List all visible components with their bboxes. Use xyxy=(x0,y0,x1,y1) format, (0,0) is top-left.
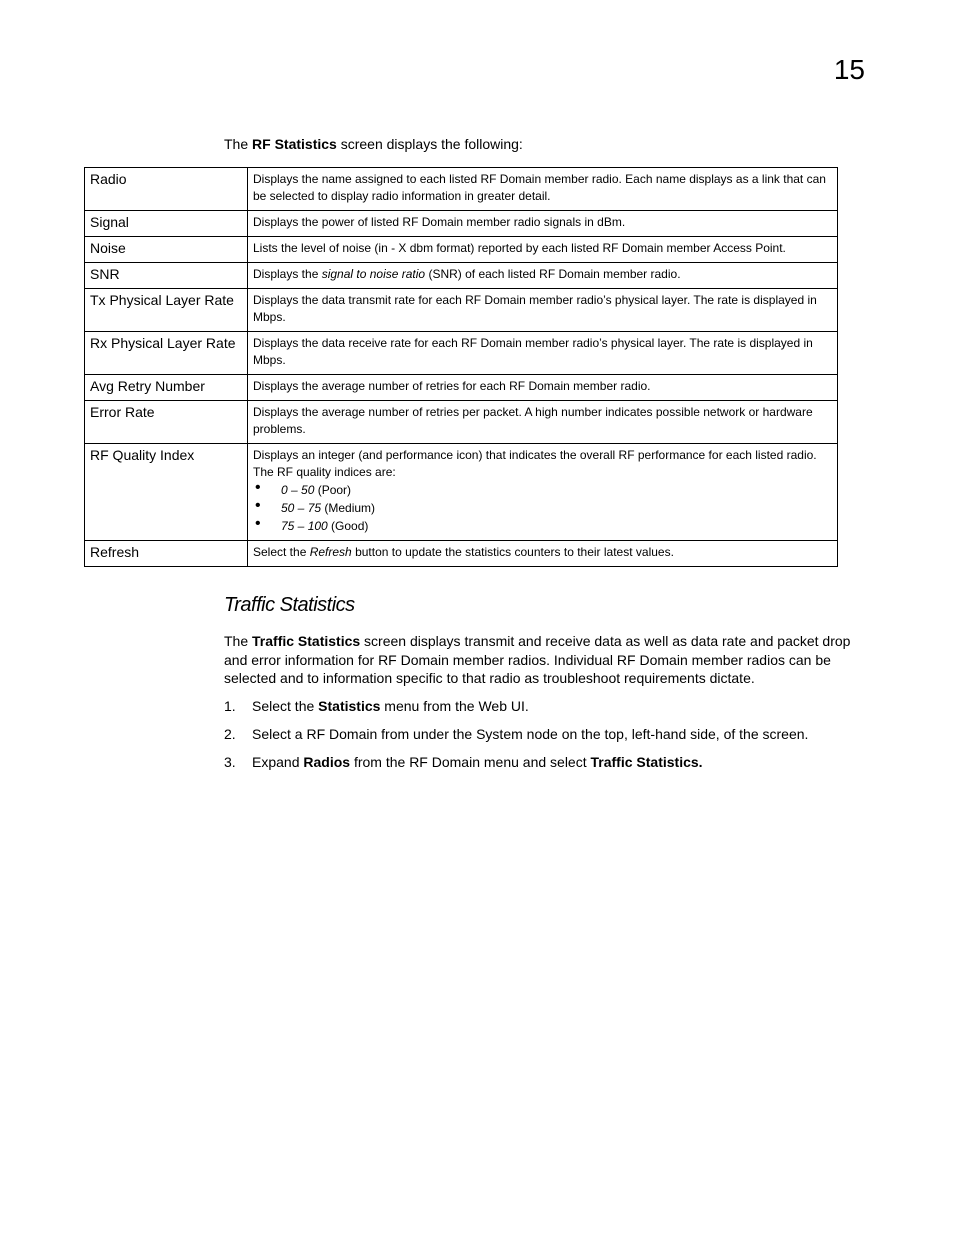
term-cell: Refresh xyxy=(85,541,248,567)
step-item xyxy=(224,725,856,743)
intro-post: screen displays the following: xyxy=(336,136,523,152)
desc-cell: Displays the data transmit rate for each RF Domain member radio’s physical layer. The rate is displayed in Mbps. xyxy=(248,289,838,332)
range: 0 – 50 xyxy=(281,483,315,497)
list-item xyxy=(253,481,831,499)
step-item xyxy=(224,753,856,771)
table-row xyxy=(85,444,838,541)
range-label: (Good) xyxy=(327,519,369,533)
table-row xyxy=(85,168,838,211)
desc-pre: Select the xyxy=(253,545,310,559)
desc-cell xyxy=(248,444,838,541)
desc-cell xyxy=(248,541,838,567)
intro-bold: RF Statistics xyxy=(252,136,337,152)
step-bold-2: Traffic Statistics. xyxy=(590,754,703,770)
desc-post: button to update the statistics counters to their latest values. xyxy=(351,545,674,559)
term-cell: Error Rate xyxy=(85,401,248,444)
section-paragraph xyxy=(224,632,856,688)
chapter-number: 15 xyxy=(833,54,865,85)
term-cell: Avg Retry Number xyxy=(85,375,248,401)
desc-post: (SNR) of each listed RF Domain member radio. xyxy=(425,267,681,281)
term-cell: Tx Physical Layer Rate xyxy=(85,289,248,332)
desc-cell: Displays the name assigned to each listed RF Domain member radio. Each name displays as a link that can be selected to display radio information in greater detail. xyxy=(248,168,838,211)
step-post: menu from the Web UI. xyxy=(380,698,529,714)
term-cell: Rx Physical Layer Rate xyxy=(85,332,248,375)
intro-text xyxy=(224,136,523,152)
step-pre: Expand xyxy=(252,754,304,770)
table-row xyxy=(85,541,838,567)
term-cell: Noise xyxy=(85,237,248,263)
desc-pre: Displays the xyxy=(253,267,322,281)
rf-statistics-table xyxy=(84,167,838,567)
term-cell: Signal xyxy=(85,211,248,237)
para-post: screen displays transmit and receive data as well as data rate and packet drop and error information for RF Domain member radios. Individual RF Domain member radios can be selected and to information specific to that radio as troubleshoot requirements dictate. xyxy=(224,633,851,686)
step-number: 1. xyxy=(224,698,236,714)
para-pre: The xyxy=(224,633,253,649)
term-cell: RF Quality Index xyxy=(85,444,248,541)
step-item xyxy=(224,697,856,715)
range: 50 – 75 xyxy=(281,501,322,515)
desc-em: signal to noise ratio xyxy=(321,267,426,281)
desc-text: Displays an integer (and performance icon) that indicates the overall RF performance for each listed radio. The RF quality indices are: xyxy=(253,448,817,479)
desc-cell: Displays the data receive rate for each RF Domain member radio’s physical layer. The rate is displayed in Mbps. xyxy=(248,332,838,375)
table-row xyxy=(85,237,838,263)
table-row xyxy=(85,332,838,375)
intro-pre: The xyxy=(224,136,253,152)
steps-list xyxy=(224,697,856,781)
table-row xyxy=(85,289,838,332)
step-bold: Radios xyxy=(303,754,351,770)
desc-cell: Displays the power of listed RF Domain member radio signals in dBm. xyxy=(248,211,838,237)
range: 75 – 100 xyxy=(281,519,328,533)
para-bold: Traffic Statistics xyxy=(252,633,361,649)
list-item xyxy=(253,499,831,517)
term-cell: SNR xyxy=(85,263,248,289)
step-number: 3. xyxy=(224,754,236,770)
section-heading: Traffic Statistics xyxy=(224,594,355,616)
term-cell: Radio xyxy=(85,168,248,211)
list-item xyxy=(253,517,831,535)
desc-cell: Displays the average number of retries per packet. A high number indicates possible network or hardware problems. xyxy=(248,401,838,444)
step-bold: Statistics xyxy=(318,698,381,714)
desc-cell: Lists the level of noise (in - X dbm format) reported by each listed RF Domain member Access Point. xyxy=(248,237,838,263)
table-row xyxy=(85,401,838,444)
step-pre: Select the xyxy=(252,698,319,714)
desc-cell xyxy=(248,263,838,289)
table-row xyxy=(85,211,838,237)
step-number: 2. xyxy=(224,726,236,742)
table-row xyxy=(85,263,838,289)
step-text: Select a RF Domain from under the System node on the top, left-hand side, of the screen. xyxy=(252,726,809,742)
quality-index-list xyxy=(253,481,831,535)
range-label: (Medium) xyxy=(321,501,376,515)
range-label: (Poor) xyxy=(314,483,352,497)
desc-cell: Displays the average number of retries for each RF Domain member radio. xyxy=(248,375,838,401)
table-row xyxy=(85,375,838,401)
desc-em: Refresh xyxy=(309,545,352,559)
step-mid: from the RF Domain menu and select xyxy=(350,754,591,770)
